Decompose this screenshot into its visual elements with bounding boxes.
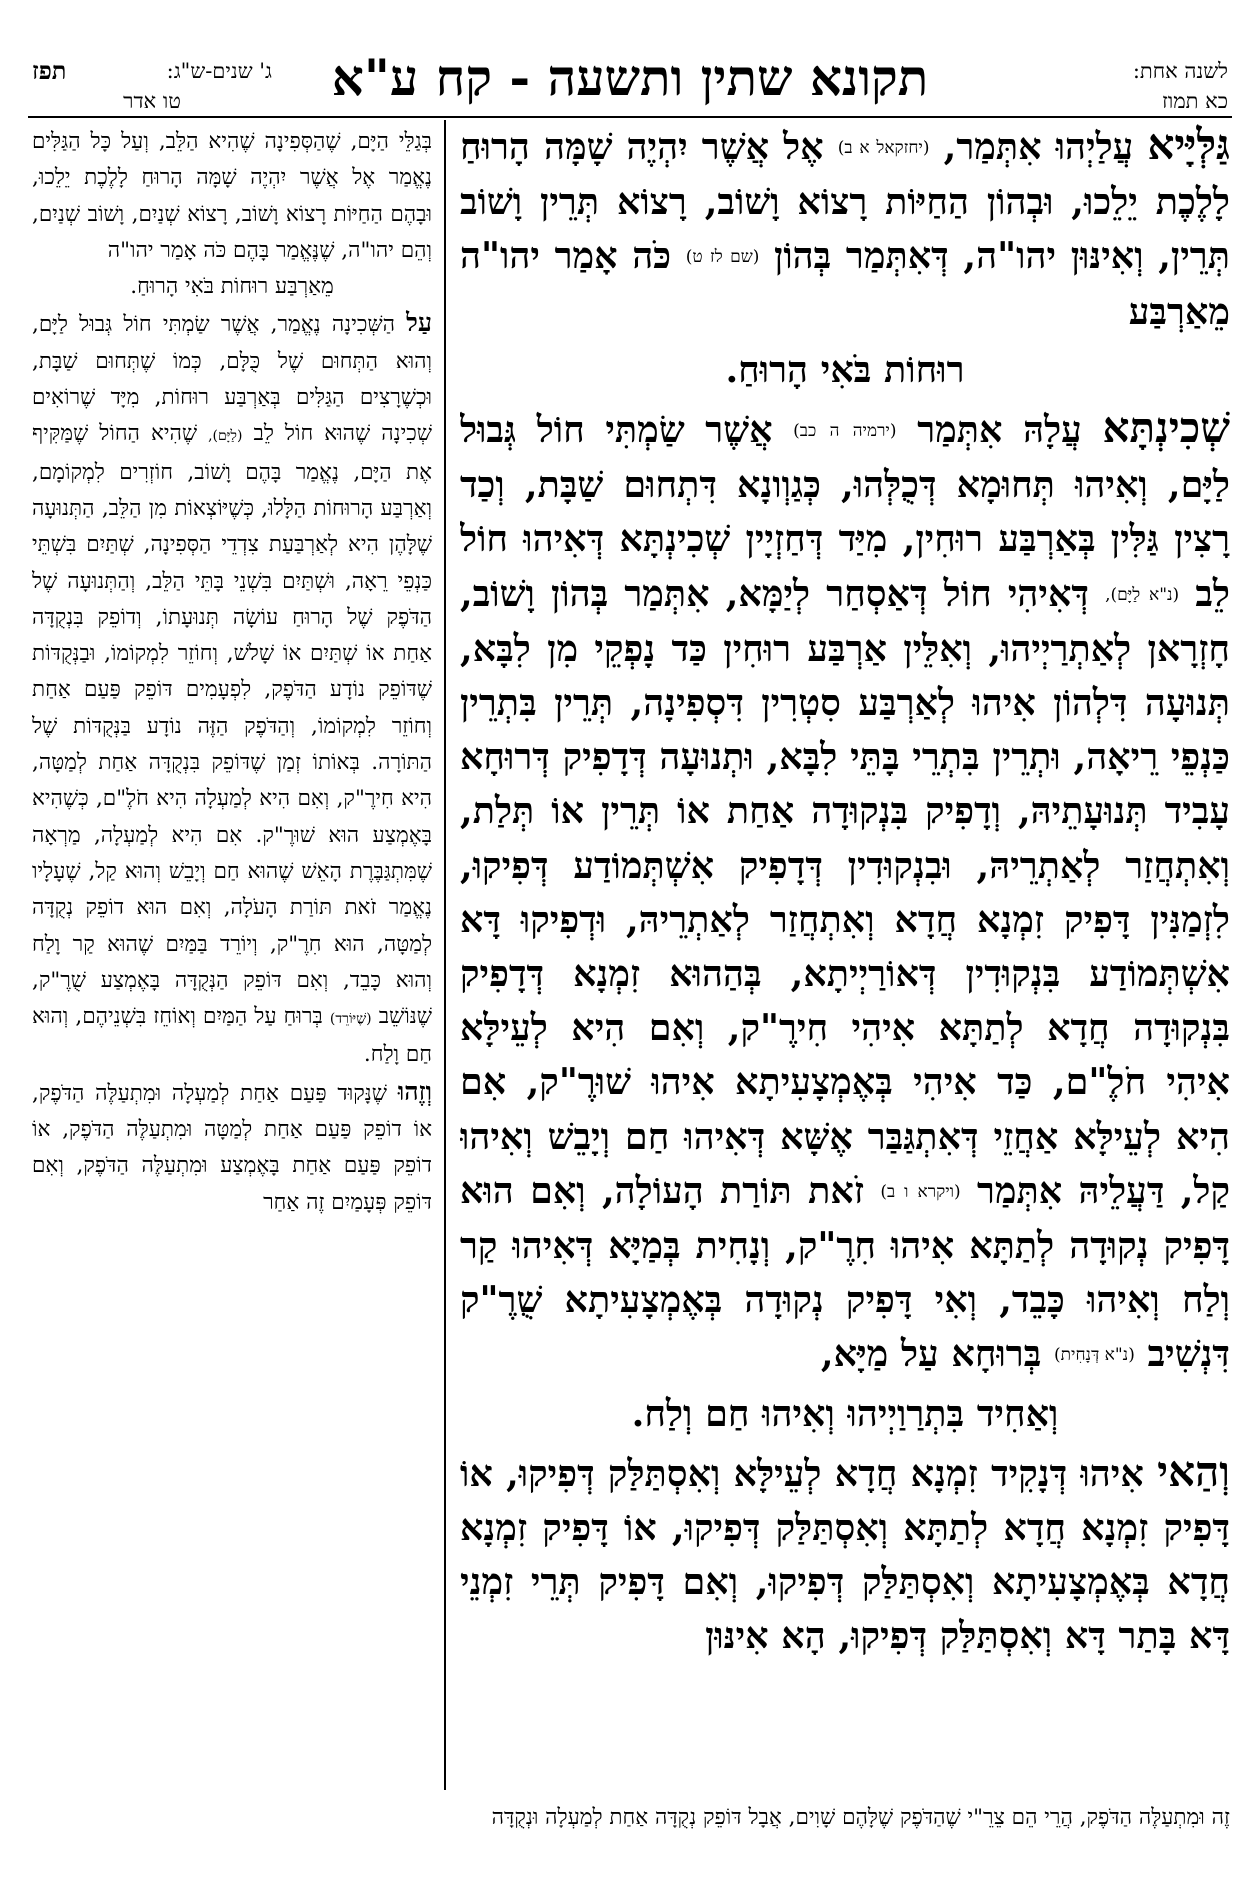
- page-header: [28, 18, 1232, 113]
- variant-reading: (לַיָּם),: [208, 428, 243, 445]
- main-text: אִיהוּ דְּנָקִיד זִמְנָא חֲדָא לְעֵילָּא וְאִסְתַּלַּק דְּפִיקוּ, אוֹ דָּפִיק זִמְנָא חֲדָא לְתַתָּא וְאִסְתַּלַּק דְּפִיקוּ, אוֹ דָּפִיק זִמְנָא חֲדָא בְּאֶמְצָעִיתָא וְאִסְתַּלַּק דְּפִיקוּ, וְאִם דָּפִיק תְּרֵי זִמְנֵי דָּא בָּתַר דָּא וְאִסְתַּלַּק דְּפִיקוּ, הָא אִינּוּן: [460, 1451, 1230, 1658]
- main-paragraph-2: [460, 401, 1230, 1383]
- main-text: דְּאִיהִי חוֹל דְּאַסְחַר לְיַמָּא, אִתְּמַר בְּהוֹן וָשׁוֹב, חָזְרָאן לְאַתְרַיְיהוּ, וְאִלֵּין אַרְבַּע רוּחִין כַּד נָפְקֵי מִן לִבָּא, תְּנוּעָה דִּלְהוֹן אִיהוּ לְאַרְבַּע סִטְרִין דִּסְפִינָה, תְּרֵין בִּתְרֵין כַּנְפֵי רֵיאָה, וּתְרֵין בִּתְרֵי בָּתֵּי לִבָּא, וּתְנוּעָה דְּדָפִיק דְּרוּחָא עָבִיד תְּנוּעָתֵיהּ, וְדָפִיק בִּנְקוּדָה אַחַת אוֹ תְּרֵין אוֹ תְּלַת, וְאִתְחֲזַר לְאַתְרֵיהּ, וּבִנְקוּדִין דְּדָפִיק אִשְׁתְּמוֹדַע דְּפִיקוּ, לִזְמַנִּין דָּפִיק זִמְנָא חֲדָא וְאִתְחֲזַר לְאַתְרֵיהּ, וּדְפִיקוּ דָּא אִשְׁתְּמוֹדַע בִּנְקוּדִין דְּאוֹרַיְיתָא, בְּהַהוּא זִמְנָא דְּדָפִיק בִּנְקוּדָה חֲדָא לְתַתָּא אִיהִי חִירֶ"ק, וְאִם הִיא לְעֵילָּא אִיהִי חֹלֶ"ם, כַּד אִיהִי בְּאֶמְצָעִיתָא אִיהוּ שׁוּרֶ"ק, אִם הִיא לְעֵילָּא אַחֲזֵי דְּאִתְגַּבַּר אֶשָּׁא דְּאִיהוּ חַם וְיָבֵשׁ וְאִיהוּ קַל, דַּעֲלֵיהּ אִתְּמַר: [460, 571, 1230, 1212]
- header-year-label: לשנה אחת:: [1132, 59, 1228, 83]
- main-text: רוּחוֹת בֹּאִי הָרוּחַ.: [725, 347, 965, 391]
- page-number: תפז: [32, 56, 67, 85]
- main-paragraph-1: [460, 118, 1230, 339]
- main-paragraph-2-end: [460, 1387, 1230, 1441]
- header-date-left: טו אדר: [123, 89, 181, 113]
- variant-reading: (שֶׁיּוֹרֵד): [329, 1011, 372, 1028]
- main-text: עֲלָהּ אִתְּמַר: [917, 408, 1082, 452]
- verse-citation: (יחזקאל א ב): [837, 138, 930, 158]
- main-text: וְאַחִיד בִּתְרַוַיְיהוּ וְאִיהוּ חַם וְלַח.: [631, 1391, 1059, 1435]
- commentary-text: שֶׁהִיא הַחוֹל שֶׁמַּקִּיף אֶת הַיָּם, נֶאֱמַר בָּהֶם וָשׁוֹב, חוֹזְרִים לִמְקוֹמָם, וְאַרְבַּע הָרוּחוֹת הַלָּלוּ, כְּשֶׁיּוֹצְאוֹת מִן הַלֵּב, הַתְּנוּעָה שֶׁלָּהֶן הִיא לְאַרְבַּעַת צִדְדֵי הַסְּפִינָה, שְׁתַּיִם בִּשְׁתֵּי כַּנְפֵי רֵאָה, וּשְׁתַּיִם בִּשְׁנֵי בָּתֵּי הַלֵּב, וְהַתְּנוּעָה שֶׁל הַדֹּפֶק שֶׁל הָרוּחַ עוֹשָׂה תְּנוּעָתוֹ, וְדוֹפֵק בִּנְקֻדָּה אַחַת אוֹ שְׁתַּיִם אוֹ שָׁלֹשׁ, וְחוֹזֵר לִמְקוֹמוֹ, וּבַנְּקֻדּוֹת שֶׁדּוֹפֵק נוֹדָע הַדֹּפֶק, לִפְעָמִים דּוֹפֵק פַּעַם אַחַת וְחוֹזֵר לִמְקוֹמוֹ, וְהַדֹּפֶק הַזֶּה נוֹדָע בַּנְּקֻדּוֹת שֶׁל הַתּוֹרָה. בְּאוֹתוֹ זְמַן שֶׁדּוֹפֵק בִּנְקֻדָּה אַחַת לְמַטָּה, הִיא חִירֶ"ק, וְאִם הִיא לְמַעְלָה הִיא חֹלֶ"ם, כְּשֶׁהִיא בָּאֶמְצַע הוּא שׁוּרֶ"ק. אִם הִיא לְמַעְלָה, מַרְאָה שֶׁמִּתְגַּבֶּרֶת הָאֵשׁ שֶׁהוּא חַם וְיָבֵשׁ וְהוּא קַל, שֶׁעָלָיו נֶאֱמַר זֹאת תּוֹרַת הָעֹלָה, וְאִם הוּא דוֹפֵק נְקֻדָּה לְמַטָּה, הוּא חִרֶ"ק, וְיוֹרֵד בַּמַּיִם שֶׁהוּא קַר וָלַח וְהוּא כָּבֵד, וְאִם דּוֹפֵק הַנְּקֻדָּה בָּאֶמְצַע שֻׁרֶ"ק, שֶׁנּוֹשֵׁב: [32, 421, 432, 1030]
- footer-commentary-line: זֶה וּמִתְעַלֶּה הַדֹּפֶק, הֲרֵי הֵם צֵרֵ"י שֶׁהַדֹּפֶק שֶׁלָּהֶם שָׁוִים, אֲבָל דּוֹפֵק נְקֻדָּה אַחַת לְמַעְלָה וּנְקֻדָּה: [491, 1805, 1230, 1830]
- variant-reading: (נ"א דְּנָחִית): [1054, 1345, 1135, 1366]
- main-text: זֹאת תּוֹרַת הָעוֹלָה, וְאִם הוּא דָּפִיק נְקוּדָה לְתַתָּא אִיהוּ חִרֶ"ק, וְנָחִית בְּמַיָּא דְּאִיהוּ קַר וְלַח וְאִיהוּ כָּבֵד, וְאִי דָּפִיק נְקוּדָה בְּאֶמְצָעִיתָא שֻׁרֶ"ק דִּנְשִׁיב: [460, 1168, 1230, 1376]
- main-paragraph-1-end: [460, 343, 1230, 397]
- opening-word: עַל: [406, 308, 432, 338]
- main-text: אֶל אֲשֶׁר יִהְיֶה שָׁמָּה הָרוּחַ לָלֶכֶת יֵלֵכוּ, וּבְהוֹן הַחַיּוֹת רָצוֹא וָשׁוֹב, רָצוֹא תְּרֵין וָשׁוֹב תְּרֵין, וְאִינּוּן יהו"ה, דְּאִתְּמַר בְּהוֹן: [460, 125, 1230, 278]
- opening-word: וְהַאי: [1157, 1446, 1230, 1496]
- verse-citation: (ויקרא ו ב): [880, 1181, 961, 1202]
- opening-word: וְזֶהוּ: [397, 1076, 432, 1106]
- commentary-paragraph-2: [32, 305, 432, 1073]
- commentary-text: מֵאַרְבַּע רוּחוֹת בֹּאִי הָרוּחַ.: [130, 274, 334, 300]
- commentary-paragraph-3: [32, 1074, 432, 1221]
- opening-word: גַּלְּיָּיא: [1147, 120, 1230, 169]
- header-date-right: כא תמוז: [1161, 89, 1228, 113]
- variant-reading: (נ"א לַיָּם),: [1105, 584, 1180, 605]
- column-divider: [444, 120, 446, 1790]
- main-text: אֲשֶׁר שַׂמְתִּי חוֹל גְּבוּל לַיָּם, וְאִיהוּ תְּחוּמָא דְּכֻלְּהוּ, כְּגַוְונָא דִּתְחוּם שַׁבָּת, וְכַד רָצִין גַּלִּין בְּאַרְבַּע רוּחִין, מִיַּד דְּחַזְיָין שְׁכִינְתָּא דְּאִיהוּ חוֹל לֵב: [460, 408, 1230, 615]
- header-range-label: ג' שנים-ש"ג:: [166, 59, 272, 83]
- main-text-column: [460, 118, 1230, 1790]
- verse-citation: (ירמיה ה כב): [793, 421, 897, 442]
- main-text: כֹּה אָמַר יהו"ה מֵאַרְבַּע: [460, 234, 1230, 333]
- commentary-column: [32, 124, 432, 1792]
- commentary-text: בְּרוּחַ עַל הַמַּיִם וְאוֹחֵז בִּשְׁנֵיהֶם, וְהוּא חַם וָלַח.: [32, 1004, 432, 1068]
- commentary-text: שֶׁנָּקוּד פַּעַם אַחַת לְמַעְלָה וּמִתְעַלֶּה הַדֹּפֶק, אוֹ דוֹפֵק פַּעַם אַחַת לְמַטָּה וּמִתְעַלֶּה הַדֹּפֶק, אוֹ דוֹפֵק פַּעַם אַחַת בָּאֶמְצַע וּמִתְעַלֶּה הַדֹּפֶק, וְאִם דּוֹפֵק פְּעָמַיִם זֶה אַחַר: [32, 1080, 432, 1215]
- header-left-info: [32, 56, 272, 116]
- main-text: בְּרוּחָא עַל מַיָּא,: [820, 1332, 1042, 1376]
- verse-citation: (שם לז ט): [685, 247, 760, 268]
- commentary-paragraph-1-end: [32, 269, 432, 305]
- page-title: תקונא שתין ותשעה - קח ע"א: [331, 48, 929, 107]
- header-right-info: [1078, 56, 1228, 116]
- commentary-paragraph-1: [32, 124, 432, 269]
- main-paragraph-3: [460, 1445, 1230, 1664]
- commentary-text: הַשְּׁכִינָה נֶאֱמַר, אֲשֶׁר שַׂמְתִּי חוֹל גְּבוּל לַיָּם, וְהוּא הַתְּחוּם שֶׁל כֻּלָּם, כְּמוֹ שֶׁתְּחוּם שַׁבָּת, וּכְשֶׁרָצִים הַגַּלִּים בְּאַרְבַּע רוּחוֹת, מִיָּד שֶׁרוֹאִים שְׁכִינָה שֶׁהוּא חוֹל לֵב: [32, 312, 432, 447]
- main-text: עֲלַיְהוּ אִתְּמַר,: [943, 125, 1134, 168]
- opening-word: שְׁכִינְתָּא: [1102, 403, 1230, 453]
- commentary-text: בְּגַלֵּי הַיָּם, שֶׁהַסְּפִינָה שֶׁהִיא הַלֵּב, וְעַל כָּל הַגַּלִּים נֶאֱמַר אֶל אֲשֶׁר יִהְיֶה שָׁמָּה הָרוּחַ לָלֶכֶת יֵלֵכוּ, וּבָהֶם הַחַיּוֹת רָצוֹא וָשׁוֹב, רָצוֹא שְׁנַיִם, וָשׁוֹב שְׁנַיִם, וְהֵם יהו"ה, שֶׁנֶּאֱמַר בָּהֶם כֹּה אָמַר יהו"ה: [32, 129, 432, 263]
